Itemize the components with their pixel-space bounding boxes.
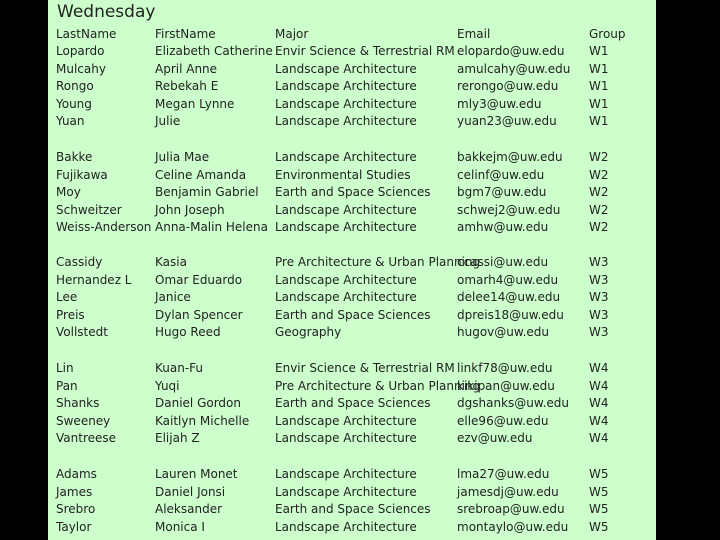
cell-email: elopardo@uw.edu	[457, 44, 565, 58]
sheet-title: Wednesday	[57, 2, 156, 22]
cell-email: amulcahy@uw.edu	[457, 61, 571, 76]
cell-email: delee14@uw.edu	[457, 290, 561, 305]
cell-lastname: Rongo	[56, 79, 94, 94]
cell-group: W1	[589, 114, 609, 129]
cell-major: Landscape Architecture	[275, 114, 417, 129]
cell-firstname: Rebekah E	[155, 79, 219, 94]
cell-lastname: Yuan	[56, 114, 85, 129]
cell-firstname: Janice	[155, 290, 191, 305]
cell-firstname: Benjamin Gabriel	[155, 185, 259, 200]
cell-email: ezv@uw.edu	[457, 431, 533, 446]
cell-firstname: Elizabeth Catherine	[155, 44, 273, 58]
cell-firstname: Elijah Z	[155, 431, 200, 446]
cell-firstname: Kuan-Fu	[155, 361, 204, 375]
cell-group: W2	[589, 220, 609, 235]
cell-email: omarh4@uw.edu	[457, 272, 559, 287]
cell-major: Landscape Architecture	[275, 413, 417, 428]
cell-major: Landscape Architecture	[275, 290, 417, 305]
cell-email: bakkejm@uw.edu	[457, 150, 563, 164]
cell-firstname: Celine Amanda	[155, 167, 247, 182]
cell-lastname: Cassidy	[56, 255, 103, 269]
cell-email: dpreis18@uw.edu	[457, 307, 564, 322]
header-major: Major	[275, 27, 309, 41]
cell-group: W4	[589, 378, 609, 393]
cell-firstname: Megan Lynne	[155, 96, 235, 111]
cell-major: Envir Science & Terrestrial RM	[275, 361, 455, 375]
cell-group: W5	[589, 467, 609, 481]
cell-group: W1	[589, 79, 609, 94]
cell-major: Landscape Architecture	[275, 61, 417, 76]
cell-lastname: Sweeney	[56, 413, 111, 428]
cell-firstname: Kasia	[155, 255, 187, 269]
cell-major: Pre Architecture & Urban Planning	[275, 378, 481, 393]
cell-firstname: Anna-Malin Helena	[155, 220, 268, 235]
cell-firstname: Julie	[155, 114, 181, 129]
cell-email: yuan23@uw.edu	[457, 114, 557, 129]
cell-lastname: Adams	[56, 467, 97, 481]
cell-lastname: Young	[56, 96, 92, 111]
cell-lastname: Moy	[56, 185, 81, 200]
cell-email: rerongo@uw.edu	[457, 79, 559, 94]
cell-email: bgm7@uw.edu	[457, 185, 547, 200]
cell-lastname: Weiss-Anderson	[56, 220, 152, 235]
cell-email: lma27@uw.edu	[457, 467, 550, 481]
cell-group: W5	[589, 484, 609, 499]
cell-major: Landscape Architecture	[275, 467, 417, 481]
cell-email: ccassi@uw.edu	[457, 255, 549, 269]
cell-firstname: Omar Eduardo	[155, 272, 243, 287]
cell-group: W2	[589, 150, 609, 164]
cell-email: kikipan@uw.edu	[457, 378, 555, 393]
cell-lastname: Lopardo	[56, 44, 105, 58]
cell-major: Geography	[275, 325, 342, 340]
cell-major: Landscape Architecture	[275, 220, 417, 235]
cell-major: Landscape Architecture	[275, 272, 417, 287]
cell-group: W4	[589, 396, 609, 411]
cell-group: W4	[589, 431, 609, 446]
cell-lastname: Taylor	[56, 519, 92, 534]
cell-email: schwej2@uw.edu	[457, 202, 561, 217]
cell-group: W4	[589, 361, 609, 375]
cell-group: W4	[589, 413, 609, 428]
cell-group: W1	[589, 44, 609, 58]
cell-email: montaylo@uw.edu	[457, 519, 569, 534]
cell-major: Landscape Architecture	[275, 484, 417, 499]
cell-major: Earth and Space Sciences	[275, 502, 431, 517]
cell-major: Landscape Architecture	[275, 96, 417, 111]
cell-major: Landscape Architecture	[275, 150, 417, 164]
cell-group: W3	[589, 272, 609, 287]
cell-firstname: April Anne	[155, 61, 218, 76]
header-firstname: FirstName	[155, 27, 216, 41]
cell-major: Earth and Space Sciences	[275, 185, 431, 200]
cell-lastname: Bakke	[56, 150, 93, 164]
cell-firstname: Daniel Gordon	[155, 396, 241, 411]
cell-major: Envir Science & Terrestrial RM	[275, 44, 455, 58]
cell-group: W2	[589, 167, 609, 182]
cell-email: dgshanks@uw.edu	[457, 396, 569, 411]
cell-major: Pre Architecture & Urban Planning	[275, 255, 481, 269]
cell-group: W3	[589, 307, 609, 322]
cell-lastname: Lin	[56, 361, 74, 375]
cell-lastname: Fujikawa	[56, 167, 108, 182]
cell-group: W1	[589, 96, 609, 111]
cell-email: linkf78@uw.edu	[457, 361, 553, 375]
cell-firstname: Aleksander	[155, 502, 223, 517]
header-email: Email	[457, 27, 491, 41]
cell-lastname: Pan	[56, 378, 78, 393]
cell-lastname: Schweitzer	[56, 202, 122, 217]
cell-group: W5	[589, 519, 609, 534]
cell-group: W3	[589, 325, 609, 340]
cell-email: jamesdj@uw.edu	[457, 484, 559, 499]
cell-lastname: Hernandez L	[56, 272, 132, 287]
cell-lastname: Vollstedt	[56, 325, 108, 340]
header-lastname: LastName	[56, 27, 117, 41]
cell-lastname: Lee	[56, 290, 78, 305]
cell-firstname: Julia Mae	[155, 150, 210, 164]
cell-firstname: Hugo Reed	[155, 325, 221, 340]
cell-lastname: Srebro	[56, 502, 96, 517]
cell-lastname: Shanks	[56, 396, 100, 411]
cell-group: W2	[589, 185, 609, 200]
header-group: Group	[589, 27, 626, 41]
cell-lastname: Preis	[56, 307, 85, 322]
cell-firstname: Kaitlyn Michelle	[155, 413, 250, 428]
cell-group: W2	[589, 202, 609, 217]
cell-firstname: Dylan Spencer	[155, 307, 243, 322]
cell-major: Environmental Studies	[275, 167, 411, 182]
cell-group: W3	[589, 255, 609, 269]
cell-firstname: Monica I	[155, 519, 205, 534]
spreadsheet	[48, 0, 656, 540]
cell-major: Landscape Architecture	[275, 519, 417, 534]
cell-lastname: James	[56, 484, 93, 499]
cell-major: Earth and Space Sciences	[275, 307, 431, 322]
cell-firstname: Daniel Jonsi	[155, 484, 226, 499]
cell-email: hugov@uw.edu	[457, 325, 550, 340]
cell-email: mly3@uw.edu	[457, 96, 542, 111]
cell-email: elle96@uw.edu	[457, 413, 549, 428]
cell-email: srebroap@uw.edu	[457, 502, 565, 517]
cell-email: amhw@uw.edu	[457, 220, 549, 235]
cell-major: Landscape Architecture	[275, 431, 417, 446]
cell-firstname: Yuqi	[155, 378, 180, 393]
cell-major: Earth and Space Sciences	[275, 396, 431, 411]
cell-firstname: John Joseph	[155, 202, 225, 217]
cell-group: W1	[589, 61, 609, 76]
cell-lastname: Mulcahy	[56, 61, 106, 76]
cell-group: W5	[589, 502, 609, 517]
cell-lastname: Vantreese	[56, 431, 117, 446]
cell-major: Landscape Architecture	[275, 79, 417, 94]
cell-major: Landscape Architecture	[275, 202, 417, 217]
cell-group: W3	[589, 290, 609, 305]
cell-email: celinf@uw.edu	[457, 167, 545, 182]
cell-firstname: Lauren Monet	[155, 467, 238, 481]
